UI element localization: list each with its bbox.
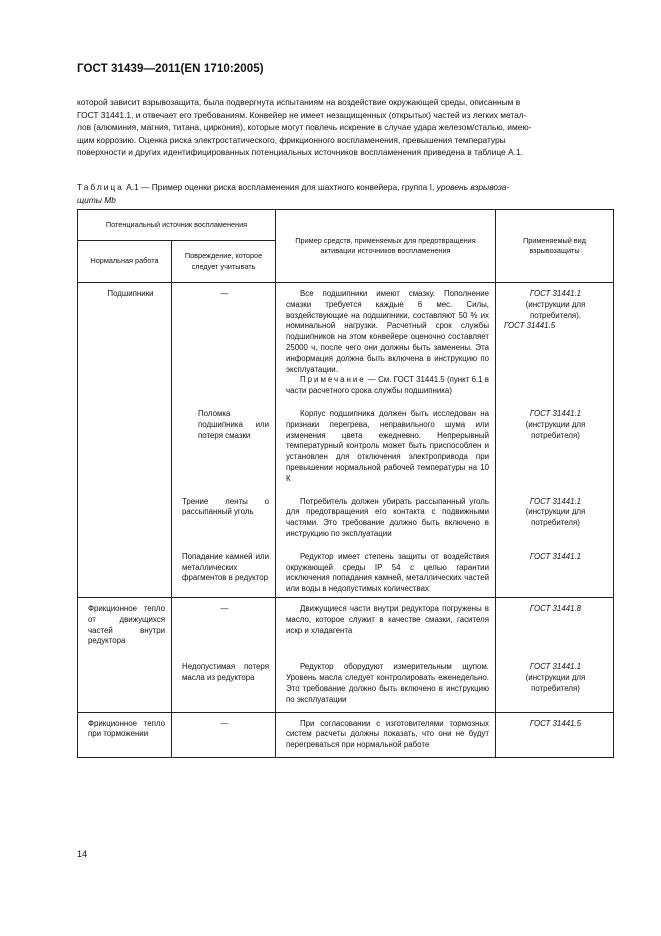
intro-line: поверхности и других идентифицированных потенциальных источников воспламенения приведена в таблице А.1. xyxy=(77,147,523,158)
cell-normal: Фрикционное тепло от движущихся частей внутри редуктора xyxy=(78,597,172,656)
intro-line: которой зависит взрывозащита, была подвергнута испытаниям на воздействие окружающей среды, описанным в xyxy=(77,97,521,107)
intro-paragraph xyxy=(77,96,613,159)
means-text: Потребитель должен убирать рассыпанный уголь для предотвращения его контакта с подвижными частями. Это требование должно быть включено в инструкцию по эксплуатации xyxy=(286,496,489,538)
header-prevention-means: Пример средств, применяемых для предотвращения активации источников воспламенения xyxy=(276,210,496,283)
protection-standard: ГОСТ 31441.5 xyxy=(504,321,556,331)
cell-protection xyxy=(496,546,614,598)
cell-normal xyxy=(78,491,172,546)
cell-protection xyxy=(496,712,614,757)
cell-normal: Подшипники xyxy=(78,283,172,403)
note-label: Примечание xyxy=(300,375,366,385)
protection-standard: ГОСТ 31441.1 xyxy=(529,289,582,298)
document-header: ГОСТ 31439—2011(EN 1710:2005) xyxy=(77,63,264,75)
protection-standard: ГОСТ 31441.5 xyxy=(529,718,582,728)
cell-protection xyxy=(496,403,614,491)
means-text: Движущиеся части внутри редуктора погружены в масло, которое служит в качестве смазки, гасителя искр и хладагента xyxy=(286,603,489,635)
cell-damage: Недопустимая потеря масла из редуктора xyxy=(172,656,276,712)
cell-means xyxy=(276,712,496,757)
means-text: Все подшипники имеют смазку. Пополнение смазки требуется каждые 6 мес. Силы, воздействующие на подшипники, составляют 50 % их номинальной нагрузки. Расчетный срок службы подшипников на этом конвейере оценочно составляет 25000 ч, после чего они должны быть заменены. Эта информация должна быть включена в инструкцию по эксплуатации. xyxy=(286,289,489,374)
protection-standard: ГОСТ 31441.1 xyxy=(529,496,582,506)
header-damage: Повреждение, которое следует учитывать xyxy=(172,241,276,283)
table-row xyxy=(78,546,614,598)
table-row xyxy=(78,597,614,656)
header-ignition-sources: Потенциальный источник воспламенения xyxy=(78,210,276,241)
caption-text: А.1 — Пример оценки риска воспламенения для шахтного конвейера, группа I, xyxy=(123,182,437,192)
means-text: При согласовании с изготовителями тормозных систем расчеты должны показать, что они не будут перегреваться при нормальной работе xyxy=(286,718,489,750)
table-row xyxy=(78,491,614,546)
protection-note: (инструкции для потребителя) xyxy=(525,673,586,693)
risk-assessment-table xyxy=(77,209,614,758)
note-text: — См. ГОСТ 31441.5 (пункт 6.1 в части расчетного срока службы подшипника) xyxy=(286,375,489,396)
caption-prefix: Таблица xyxy=(77,182,124,192)
cell-means xyxy=(276,491,496,546)
cell-protection xyxy=(496,656,614,712)
cell-protection xyxy=(496,597,614,656)
header-normal-operation: Нормальная работа xyxy=(78,241,172,283)
cell-damage: Поломка подшипника или потеря смазки xyxy=(172,403,276,491)
protection-note: (инструкции для потребителя) xyxy=(525,419,586,440)
means-text: Корпус подшипника должен быть исследован на признаки перегрева, неправильного шума или изменения цвета ежедневно. Непрерывный температурный контроль может быть приспособлен и установлен для отключения электропривода при превышении нормальной рабочей температуры на 10 К xyxy=(286,408,489,483)
cell-protection xyxy=(496,283,614,403)
protection-standard: ГОСТ 31441.8 xyxy=(529,603,582,613)
cell-means xyxy=(276,656,496,712)
intro-line: щим коррозию. Оценка риска электростатического, фрикционного воспламенения, превышения температуры xyxy=(77,134,506,145)
cell-normal xyxy=(78,546,172,598)
header-protection-type: Применяемый вид взрывозащиты xyxy=(496,210,614,283)
table-caption xyxy=(77,181,613,206)
cell-damage: — xyxy=(172,283,276,403)
table-row xyxy=(78,656,614,712)
page-number: 14 xyxy=(77,849,88,859)
protection-standard: ГОСТ 31441.1 xyxy=(529,551,582,561)
cell-damage: Трение ленты о рассыпанный уголь xyxy=(172,491,276,546)
means-text: Редуктор имеет степень защиты от воздействия окружающей среды IP 54 с целью гарантии исключения попадания камней, металлических частей или воды в недопустимых количествах xyxy=(286,551,489,594)
cell-normal xyxy=(78,656,172,712)
table-row xyxy=(78,283,614,403)
cell-means xyxy=(276,283,496,403)
cell-normal xyxy=(78,403,172,491)
intro-line: лов (алюминия, магния, титана, циркония), которые могут повлечь искрение в случае удара железом/сталью, имею- xyxy=(77,122,532,133)
cell-damage: — xyxy=(172,597,276,656)
cell-means xyxy=(276,546,496,598)
cell-damage: — xyxy=(172,712,276,757)
protection-standard: ГОСТ 31441.1 xyxy=(529,408,582,418)
intro-line: ГОСТ 31441.1, и отвечает его требованиям. Конвейер не имеет незащищенных (открытых) частей из легких метал- xyxy=(77,109,527,120)
caption-italic: уровень взрывоза- xyxy=(436,182,510,192)
cell-damage: Попадание камней или металлических фрагментов в редуктор xyxy=(172,546,276,598)
protection-note: (инструкции для потребителя). xyxy=(525,299,586,320)
cell-normal: Фрикционное тепло при торможении xyxy=(78,712,172,757)
table-row xyxy=(78,403,614,491)
protection-note: (инструкции для потребителя) xyxy=(525,507,586,528)
cell-means xyxy=(276,597,496,656)
caption-italic-cont: щиты Mb xyxy=(77,194,116,205)
table-row xyxy=(78,712,614,757)
cell-means xyxy=(276,403,496,491)
means-text: Редуктор оборудуют измерительным щупом. Уровень масла следует контролировать еженедельно. Это требование должно быть включено в инструкцию по эксплуатации xyxy=(286,662,489,704)
protection-standard: ГОСТ 31441.1 xyxy=(529,662,582,672)
means-note xyxy=(286,375,489,397)
cell-protection xyxy=(496,491,614,546)
